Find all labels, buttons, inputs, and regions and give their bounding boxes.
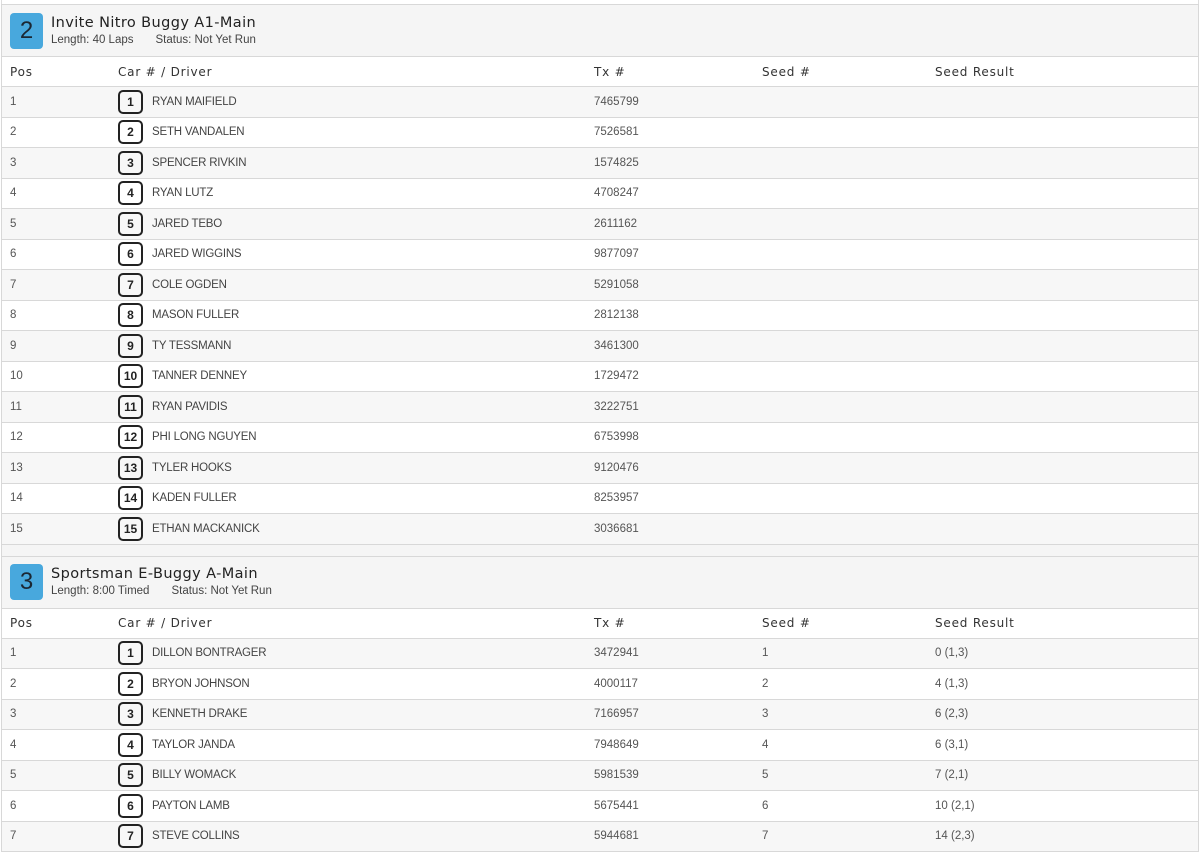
driver-name[interactable]: TAYLOR JANDA [152,738,235,751]
car-driver [118,273,586,297]
car-driver-cell [110,422,586,453]
driver-name[interactable]: JARED WIGGINS [152,248,242,261]
column-seed-result-header: Seed Result [927,609,1198,639]
seed-cell: 2 [754,669,927,700]
car-driver-cell [110,669,586,700]
seed-cell: 6 [754,791,927,822]
driver-name[interactable]: PAYTON LAMB [152,799,230,812]
pos-cell: 14 [2,483,110,514]
race-entries-table [2,609,1198,852]
tx-cell: 4000117 [586,669,754,700]
column-pos-header: Pos [2,609,110,639]
seed-result-cell [927,453,1198,484]
tx-cell: 6753998 [586,422,754,453]
table-row[interactable] [2,117,1198,148]
seed-cell [754,361,927,392]
seed-cell [754,148,927,179]
seed-result-cell [927,148,1198,179]
race-panel [1,556,1199,853]
car-driver-cell [110,209,586,240]
tx-cell: 2611162 [586,209,754,240]
car-driver [118,733,586,757]
race-number-badge: 3 [10,564,43,600]
tx-cell: 5981539 [586,760,754,791]
driver-name[interactable]: BRYON JOHNSON [152,677,250,690]
tx-cell: 4708247 [586,178,754,209]
driver-name[interactable]: ETHAN MACKANICK [152,522,260,535]
car-number-badge: 5 [118,212,143,236]
car-driver-cell [110,483,586,514]
driver-name[interactable]: COLE OGDEN [152,278,227,291]
tx-cell: 7948649 [586,730,754,761]
table-row[interactable] [2,392,1198,423]
car-driver [118,672,586,696]
pos-cell: 5 [2,209,110,240]
seed-result-cell: 10 (2,1) [927,791,1198,822]
pos-cell: 6 [2,791,110,822]
pos-cell: 1 [2,638,110,669]
tx-cell: 5944681 [586,821,754,851]
pos-cell: 2 [2,669,110,700]
driver-name[interactable]: BILLY WOMACK [152,769,237,782]
pos-cell: 15 [2,514,110,544]
car-driver-cell [110,821,586,851]
seed-cell [754,178,927,209]
race-title: Invite Nitro Buggy A1-Main [51,14,257,31]
car-number-badge: 10 [118,364,143,388]
table-row[interactable] [2,148,1198,179]
seed-cell: 4 [754,730,927,761]
car-driver [118,120,586,144]
table-row[interactable] [2,422,1198,453]
table-row[interactable] [2,669,1198,700]
tx-cell: 3461300 [586,331,754,362]
driver-name[interactable]: SPENCER RIVKIN [152,156,247,169]
race-status: Status: Not Yet Run [155,33,256,46]
car-number-badge: 4 [118,181,143,205]
tx-cell: 7465799 [586,87,754,118]
car-driver [118,242,586,266]
table-row[interactable] [2,638,1198,669]
car-driver [118,151,586,175]
car-driver-cell [110,117,586,148]
car-driver [118,425,586,449]
column-car-driver-header: Car # / Driver [110,609,586,639]
car-driver [118,364,586,388]
race-meta [51,584,272,598]
race-panel [1,4,1199,545]
car-driver [118,702,586,726]
seed-result-cell [927,178,1198,209]
car-number-badge: 13 [118,456,143,480]
car-number-badge: 11 [118,395,143,419]
car-driver-cell [110,270,586,301]
table-row[interactable] [2,821,1198,851]
page [1,0,1199,852]
tx-cell: 9120476 [586,453,754,484]
car-driver-cell [110,239,586,270]
car-number-badge: 1 [118,641,143,665]
driver-name[interactable]: KENNETH DRAKE [152,708,248,721]
car-number-badge: 2 [118,120,143,144]
car-number-badge: 8 [118,303,143,327]
driver-name[interactable]: KADEN FULLER [152,492,237,505]
column-car-driver-header: Car # / Driver [110,57,586,87]
seed-result-cell [927,117,1198,148]
car-driver [118,794,586,818]
car-driver-cell [110,331,586,362]
pos-cell: 7 [2,821,110,851]
table-body [2,638,1198,851]
seed-result-cell: 0 (1,3) [927,638,1198,669]
pos-cell: 9 [2,331,110,362]
driver-name[interactable]: DILLON BONTRAGER [152,647,267,660]
pos-cell: 2 [2,117,110,148]
car-number-badge: 7 [118,824,143,848]
race-list [1,4,1199,852]
car-driver [118,303,586,327]
table-row[interactable] [2,730,1198,761]
pos-cell: 11 [2,392,110,423]
table-row[interactable] [2,760,1198,791]
tx-cell: 9877097 [586,239,754,270]
seed-cell: 7 [754,821,927,851]
seed-result-cell: 14 (2,3) [927,821,1198,851]
driver-name[interactable]: TY TESSMANN [152,339,232,352]
race-separator [1,545,1199,556]
seed-cell [754,209,927,240]
pos-cell: 3 [2,699,110,730]
car-number-badge: 6 [118,794,143,818]
car-driver [118,456,586,480]
seed-cell [754,514,927,544]
table-header [2,609,1198,639]
seed-result-cell [927,209,1198,240]
table-body [2,87,1198,544]
car-driver-cell [110,760,586,791]
pos-cell: 3 [2,148,110,179]
table-row[interactable] [2,514,1198,544]
tx-cell: 3036681 [586,514,754,544]
pos-cell: 1 [2,87,110,118]
seed-result-cell: 7 (2,1) [927,760,1198,791]
tx-cell: 3222751 [586,392,754,423]
seed-result-cell [927,392,1198,423]
seed-cell [754,270,927,301]
table-header [2,57,1198,87]
table-row[interactable] [2,239,1198,270]
race-title: Sportsman E-Buggy A-Main [51,566,258,582]
seed-cell [754,392,927,423]
seed-result-cell [927,514,1198,544]
car-driver [118,641,586,665]
car-driver [118,212,586,236]
column-seed-header: Seed # [754,609,927,639]
table-row[interactable] [2,178,1198,209]
seed-result-cell [927,331,1198,362]
car-number-badge: 1 [118,90,143,114]
table-row[interactable] [2,331,1198,362]
seed-cell [754,239,927,270]
pos-cell: 12 [2,422,110,453]
tx-cell: 5291058 [586,270,754,301]
car-driver-cell [110,178,586,209]
table-row[interactable] [2,300,1198,331]
car-driver [118,395,586,419]
race-entries-table [2,57,1198,544]
car-driver-cell [110,300,586,331]
seed-result-cell [927,422,1198,453]
table-row[interactable] [2,699,1198,730]
race-length: Length: 8:00 Timed [51,585,150,597]
car-driver-cell [110,453,586,484]
race-title-block [51,566,272,598]
pos-cell: 7 [2,270,110,301]
car-driver-cell [110,148,586,179]
car-driver [118,517,586,541]
car-number-badge: 3 [118,151,143,175]
car-driver [118,90,586,114]
car-number-badge: 2 [118,672,143,696]
seed-cell: 3 [754,699,927,730]
driver-name[interactable]: RYAN PAVIDIS [152,400,228,413]
column-seed-result-header: Seed Result [927,57,1198,87]
pos-cell: 4 [2,730,110,761]
car-number-badge: 5 [118,763,143,787]
tx-cell: 1574825 [586,148,754,179]
column-tx-header: Tx # [586,609,754,639]
column-seed-header: Seed # [754,57,927,87]
car-number-badge: 9 [118,334,143,358]
seed-cell [754,453,927,484]
tx-cell: 3472941 [586,638,754,669]
table-row[interactable] [2,361,1198,392]
car-driver-cell [110,87,586,118]
car-driver [118,824,586,848]
driver-name[interactable]: JARED TEBO [152,217,222,230]
driver-name[interactable]: SETH VANDALEN [152,126,245,139]
car-driver-cell [110,392,586,423]
seed-result-cell: 6 (2,3) [927,699,1198,730]
tx-cell: 5675441 [586,791,754,822]
car-number-badge: 7 [118,273,143,297]
car-driver-cell [110,791,586,822]
car-number-badge: 12 [118,425,143,449]
car-driver [118,181,586,205]
seed-result-cell [927,270,1198,301]
pos-cell: 13 [2,453,110,484]
car-driver-cell [110,699,586,730]
seed-cell [754,422,927,453]
tx-cell: 7526581 [586,117,754,148]
seed-result-cell [927,300,1198,331]
car-number-badge: 3 [118,702,143,726]
pos-cell: 5 [2,760,110,791]
car-driver [118,763,586,787]
seed-result-cell [927,361,1198,392]
table-row[interactable] [2,453,1198,484]
driver-name[interactable]: STEVE COLLINS [152,830,240,843]
pos-cell: 4 [2,178,110,209]
tx-cell: 1729472 [586,361,754,392]
table-row[interactable] [2,209,1198,240]
seed-cell [754,483,927,514]
car-number-badge: 15 [118,517,143,541]
tx-cell: 2812138 [586,300,754,331]
car-driver-cell [110,730,586,761]
seed-cell [754,87,927,118]
race-meta [51,33,256,47]
driver-name[interactable]: RYAN LUTZ [152,187,214,200]
column-tx-header: Tx # [586,57,754,87]
driver-name[interactable]: PHI LONG NGUYEN [152,431,257,444]
car-driver-cell [110,514,586,544]
seed-result-cell: 6 (3,1) [927,730,1198,761]
car-driver [118,486,586,510]
driver-name[interactable]: TANNER DENNEY [152,370,247,383]
car-driver [118,334,586,358]
race-header [2,5,1198,57]
seed-cell: 5 [754,760,927,791]
car-number-badge: 4 [118,733,143,757]
pos-cell: 10 [2,361,110,392]
car-driver-cell [110,361,586,392]
seed-cell [754,331,927,362]
race-length: Length: 40 Laps [51,33,134,46]
driver-name[interactable]: MASON FULLER [152,309,240,322]
table-row[interactable] [2,483,1198,514]
race-header [2,557,1198,609]
seed-cell: 1 [754,638,927,669]
car-number-badge: 14 [118,486,143,510]
car-driver-cell [110,638,586,669]
table-row[interactable] [2,791,1198,822]
car-number-badge: 6 [118,242,143,266]
seed-result-cell [927,483,1198,514]
driver-name[interactable]: TYLER HOOKS [152,461,232,474]
pos-cell: 6 [2,239,110,270]
seed-result-cell: 4 (1,3) [927,669,1198,700]
race-number-badge: 2 [10,13,43,49]
seed-cell [754,300,927,331]
table-row[interactable] [2,270,1198,301]
race-title-block [51,15,256,47]
seed-result-cell [927,87,1198,118]
tx-cell: 7166957 [586,699,754,730]
pos-cell: 8 [2,300,110,331]
race-status: Status: Not Yet Run [171,585,272,597]
column-pos-header: Pos [2,57,110,87]
seed-result-cell [927,239,1198,270]
driver-name[interactable]: RYAN MAIFIELD [152,95,237,108]
tx-cell: 8253957 [586,483,754,514]
seed-cell [754,117,927,148]
table-row[interactable] [2,87,1198,118]
